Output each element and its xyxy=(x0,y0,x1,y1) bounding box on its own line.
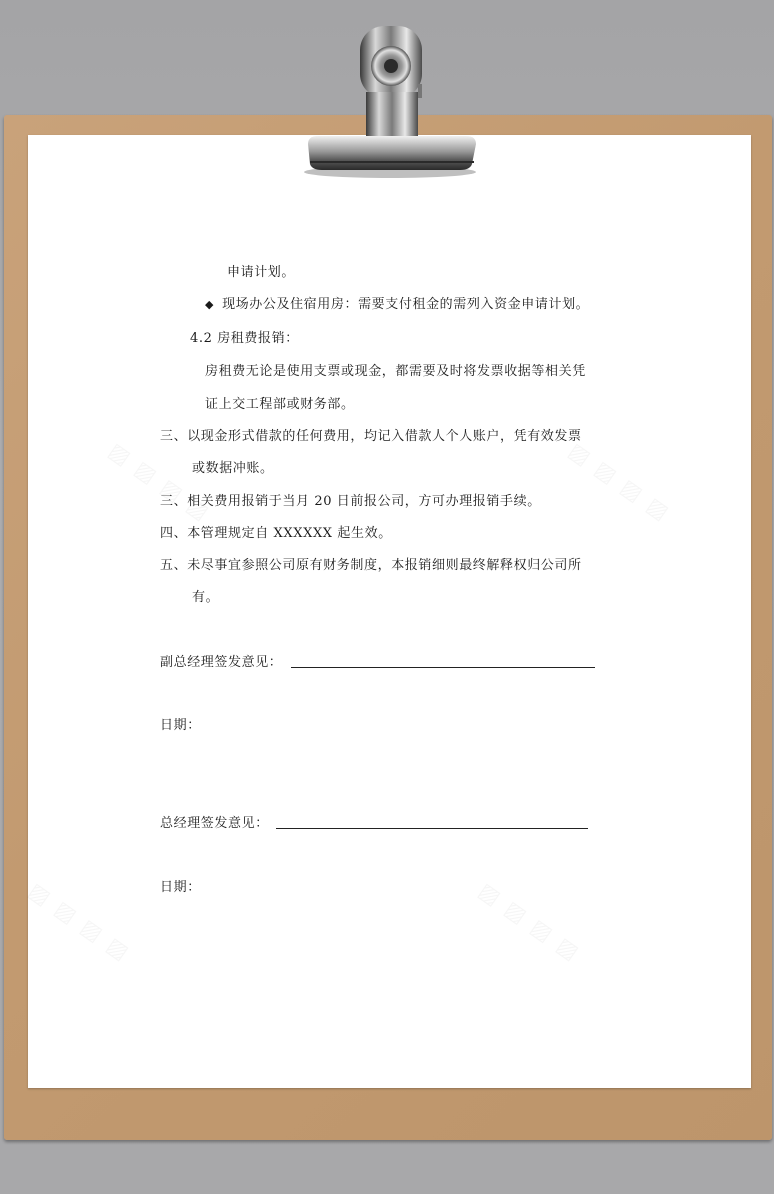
body-line: 房租费无论是使用支票或现金，都需要及时将发票收据等相关凭 xyxy=(205,364,586,379)
body-line: 现场办公及住宿用房：需要支付租金的需列入资金申请计划。 xyxy=(222,297,590,312)
document-page xyxy=(28,135,751,1088)
body-line: 证上交工程部或财务部。 xyxy=(205,397,355,412)
clause-line: 四、本管理规定自 XXXXXX 起生效。 xyxy=(160,526,392,541)
vice-gm-signature-line[interactable] xyxy=(291,667,595,668)
section-heading: 4.2 房租费报销： xyxy=(190,331,299,346)
clause-line: 三、相关费用报销于当月 20 日前报公司，方可办理报销手续。 xyxy=(160,494,541,509)
vice-gm-approval-label: 副总经理签发意见： xyxy=(160,655,283,670)
gm-approval-label: 总经理签发意见： xyxy=(160,816,269,831)
clause-continuation: 或数据冲账。 xyxy=(192,461,274,476)
gm-signature-line[interactable] xyxy=(276,828,588,829)
diamond-bullet-icon: ◆ xyxy=(205,298,215,311)
binder-clip-icon xyxy=(300,22,480,182)
clause-line: 五、未尽事宜参照公司原有财务制度，本报销细则最终解释权归公司所 xyxy=(160,558,582,573)
clause-line: 三、以现金形式借款的任何费用，均记入借款人个人账户，凭有效发票 xyxy=(160,429,582,444)
body-line: 申请计划。 xyxy=(227,265,296,280)
bullet-item xyxy=(205,296,589,314)
date-label: 日期： xyxy=(160,718,201,733)
date-label: 日期： xyxy=(160,880,201,895)
clause-continuation: 有。 xyxy=(192,590,220,605)
